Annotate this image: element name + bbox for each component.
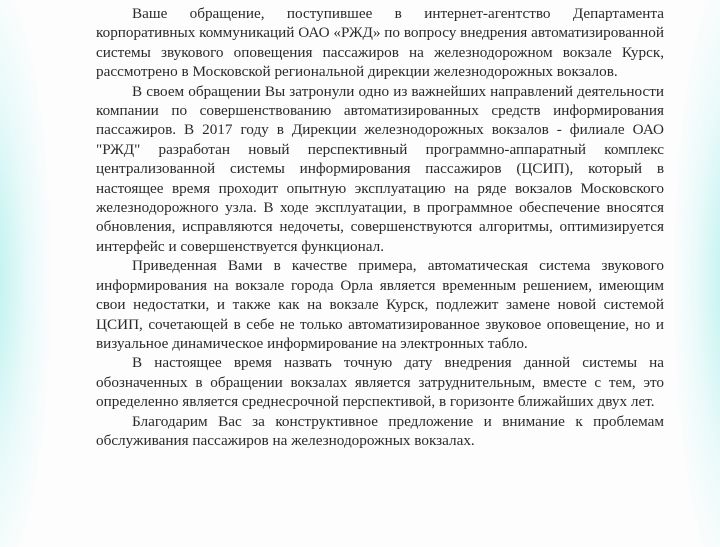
paragraph-csip-development: В своем обращении Вы затронули одно из важнейших направлений деятельности компании по совершенствованию автоматизированных средств информирования пассажиров. В 2017 году в Дирекции железнодорожных вокзалов - филиале ОАО "РЖД" разработан новый перспективный программно-аппаратный комплекс централизованной системы информирования пассажиров (ЦСИП), который в настоящее время проходит опытную эксплуатацию на ряде вокзалов Московского железнодорожного узла. В ходе эксплуатации, в программное обеспечение вносятся обновления, исправляются недочеты, совершенствуются алгоритмы, оптимизируется интерфейс и совершенствуется функционал. xyxy=(96,82,664,255)
paragraph-thanks: Благодарим Вас за конструктивное предложение и внимание к проблемам обслуживания пассажиров на железнодорожных вокзалах. xyxy=(96,412,664,449)
letter-body xyxy=(96,4,664,450)
paragraph-implementation-date: В настоящее время назвать точную дату внедрения данной системы на обозначенных в обращении вокзалах является затруднительным, вместе с тем, это определенно является среднесрочной перспективой, в горизонте ближайших двух лет. xyxy=(96,354,664,411)
paragraph-orel-example: Приведенная Вами в качестве примера, автоматическая система звукового информирования на вокзале города Орла является временным решением, имеющим свои недостатки, и также как на вокзале Курск, подлежит замене новой системой ЦСИП, сочетающей в себе не только автоматизированное звуковое оповещение, но и визуальное динамическое информирование на электронных табло. xyxy=(96,257,664,352)
scan-edge-shading-left xyxy=(0,0,50,547)
scan-edge-shading-right xyxy=(675,0,720,547)
paragraph-request-received: Ваше обращение, поступившее в интернет-агентство Департамента корпоративных коммуникаций ОАО «РЖД» по вопросу внедрения автоматизированной системы звукового оповещения пассажиров на железнодорожном вокзале Курск, рассмотрено в Московской региональной дирекции железнодорожных вокзалов. xyxy=(96,5,664,81)
